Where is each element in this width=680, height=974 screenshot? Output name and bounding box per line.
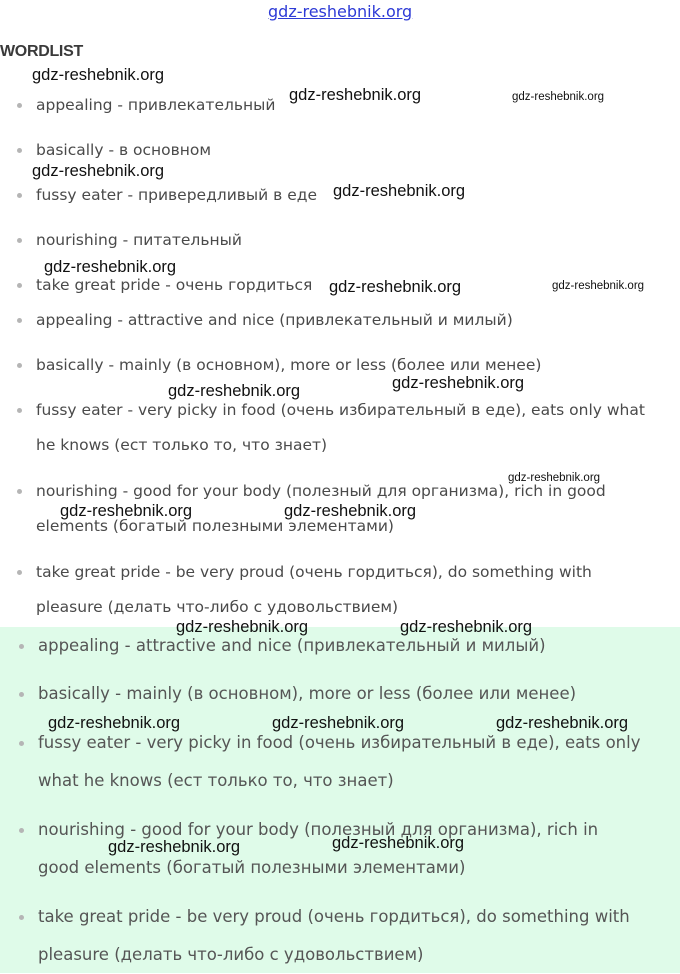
list-item: take great pride - очень гордиться — [36, 268, 676, 303]
watermark: gdz-reshebnik.org — [284, 502, 417, 520]
list-item-line: nourishing - good for your body (полезный для организма), rich in good — [36, 482, 606, 500]
list-item-line: appealing - attractive and nice (привлекательный и милый) — [38, 636, 546, 655]
list-item: nourishing - питательный — [36, 223, 676, 258]
list-item — [38, 724, 678, 800]
list-item-line: pleasure (делать что-либо с удовольствием) — [36, 598, 399, 616]
list-item-line: nourishing - good for your body (полезный для организма), rich in — [38, 820, 599, 839]
watermark: gdz-reshebnik.org — [44, 258, 177, 276]
list-item-line: pleasure (делать что-либо с удовольствием) — [38, 945, 424, 964]
watermark: gdz-reshebnik.org — [512, 91, 605, 103]
list-item-line: good elements (богатый полезными элементами) — [38, 858, 466, 877]
list-item — [36, 555, 676, 625]
watermark: gdz-reshebnik.org — [108, 838, 241, 856]
list-item-line: take great pride - be very proud (очень гордиться), do something with — [36, 563, 592, 581]
watermark: gdz-reshebnik.org — [32, 66, 165, 84]
watermark: gdz-reshebnik.org — [168, 382, 301, 400]
list-item-line: fussy eater - very picky in food (очень избирательный в еде), eats only — [38, 733, 641, 752]
watermark: gdz-reshebnik.org — [60, 502, 193, 520]
list-item-line: he knows (ест только то, что знает) — [36, 436, 328, 454]
list-item — [36, 393, 676, 463]
list-item — [38, 675, 678, 713]
watermark: gdz-reshebnik.org — [176, 618, 309, 636]
list-item-line: take great pride - be very proud (очень гордиться), do something with — [38, 907, 630, 926]
watermark: gdz-reshebnik.org — [333, 182, 466, 200]
list-item: appealing - привлекательный — [36, 88, 676, 123]
site-link[interactable]: gdz-reshebnik.org — [268, 2, 413, 21]
watermark: gdz-reshebnik.org — [32, 162, 165, 180]
watermark: gdz-reshebnik.org — [400, 618, 533, 636]
watermark: gdz-reshebnik.org — [332, 834, 465, 852]
watermark: gdz-reshebnik.org — [496, 714, 629, 732]
watermark: gdz-reshebnik.org — [329, 278, 462, 296]
watermark: gdz-reshebnik.org — [392, 374, 525, 392]
list-item: fussy eater - привередливый в еде — [36, 178, 676, 213]
list-item-line: elements (богатый полезными элементами) — [36, 517, 394, 535]
watermark: gdz-reshebnik.org — [272, 714, 405, 732]
list-item-line: basically - mainly (в основном), more or less (более или менее) — [36, 356, 542, 374]
highlighted-panel — [0, 627, 680, 973]
list-item — [38, 627, 678, 665]
wordlist-title: WORDLIST — [0, 43, 83, 60]
list-item — [36, 348, 676, 383]
list-item-line: fussy eater - very picky in food (очень избирательный в еде), eats only what — [36, 401, 645, 419]
watermark: gdz-reshebnik.org — [48, 714, 181, 732]
list-item-line: appealing - attractive and nice (привлекательный и милый) — [36, 311, 513, 329]
watermark: gdz-reshebnik.org — [289, 86, 422, 104]
list-item: basically - в основном — [36, 133, 676, 168]
watermark: gdz-reshebnik.org — [508, 472, 601, 484]
list-item-line: basically - mainly (в основном), more or less (более или менее) — [38, 684, 577, 703]
list-item-line: what he knows (ест только то, что знает) — [38, 771, 394, 790]
list-item — [38, 898, 678, 974]
list-item — [36, 303, 676, 338]
watermark: gdz-reshebnik.org — [552, 280, 645, 292]
